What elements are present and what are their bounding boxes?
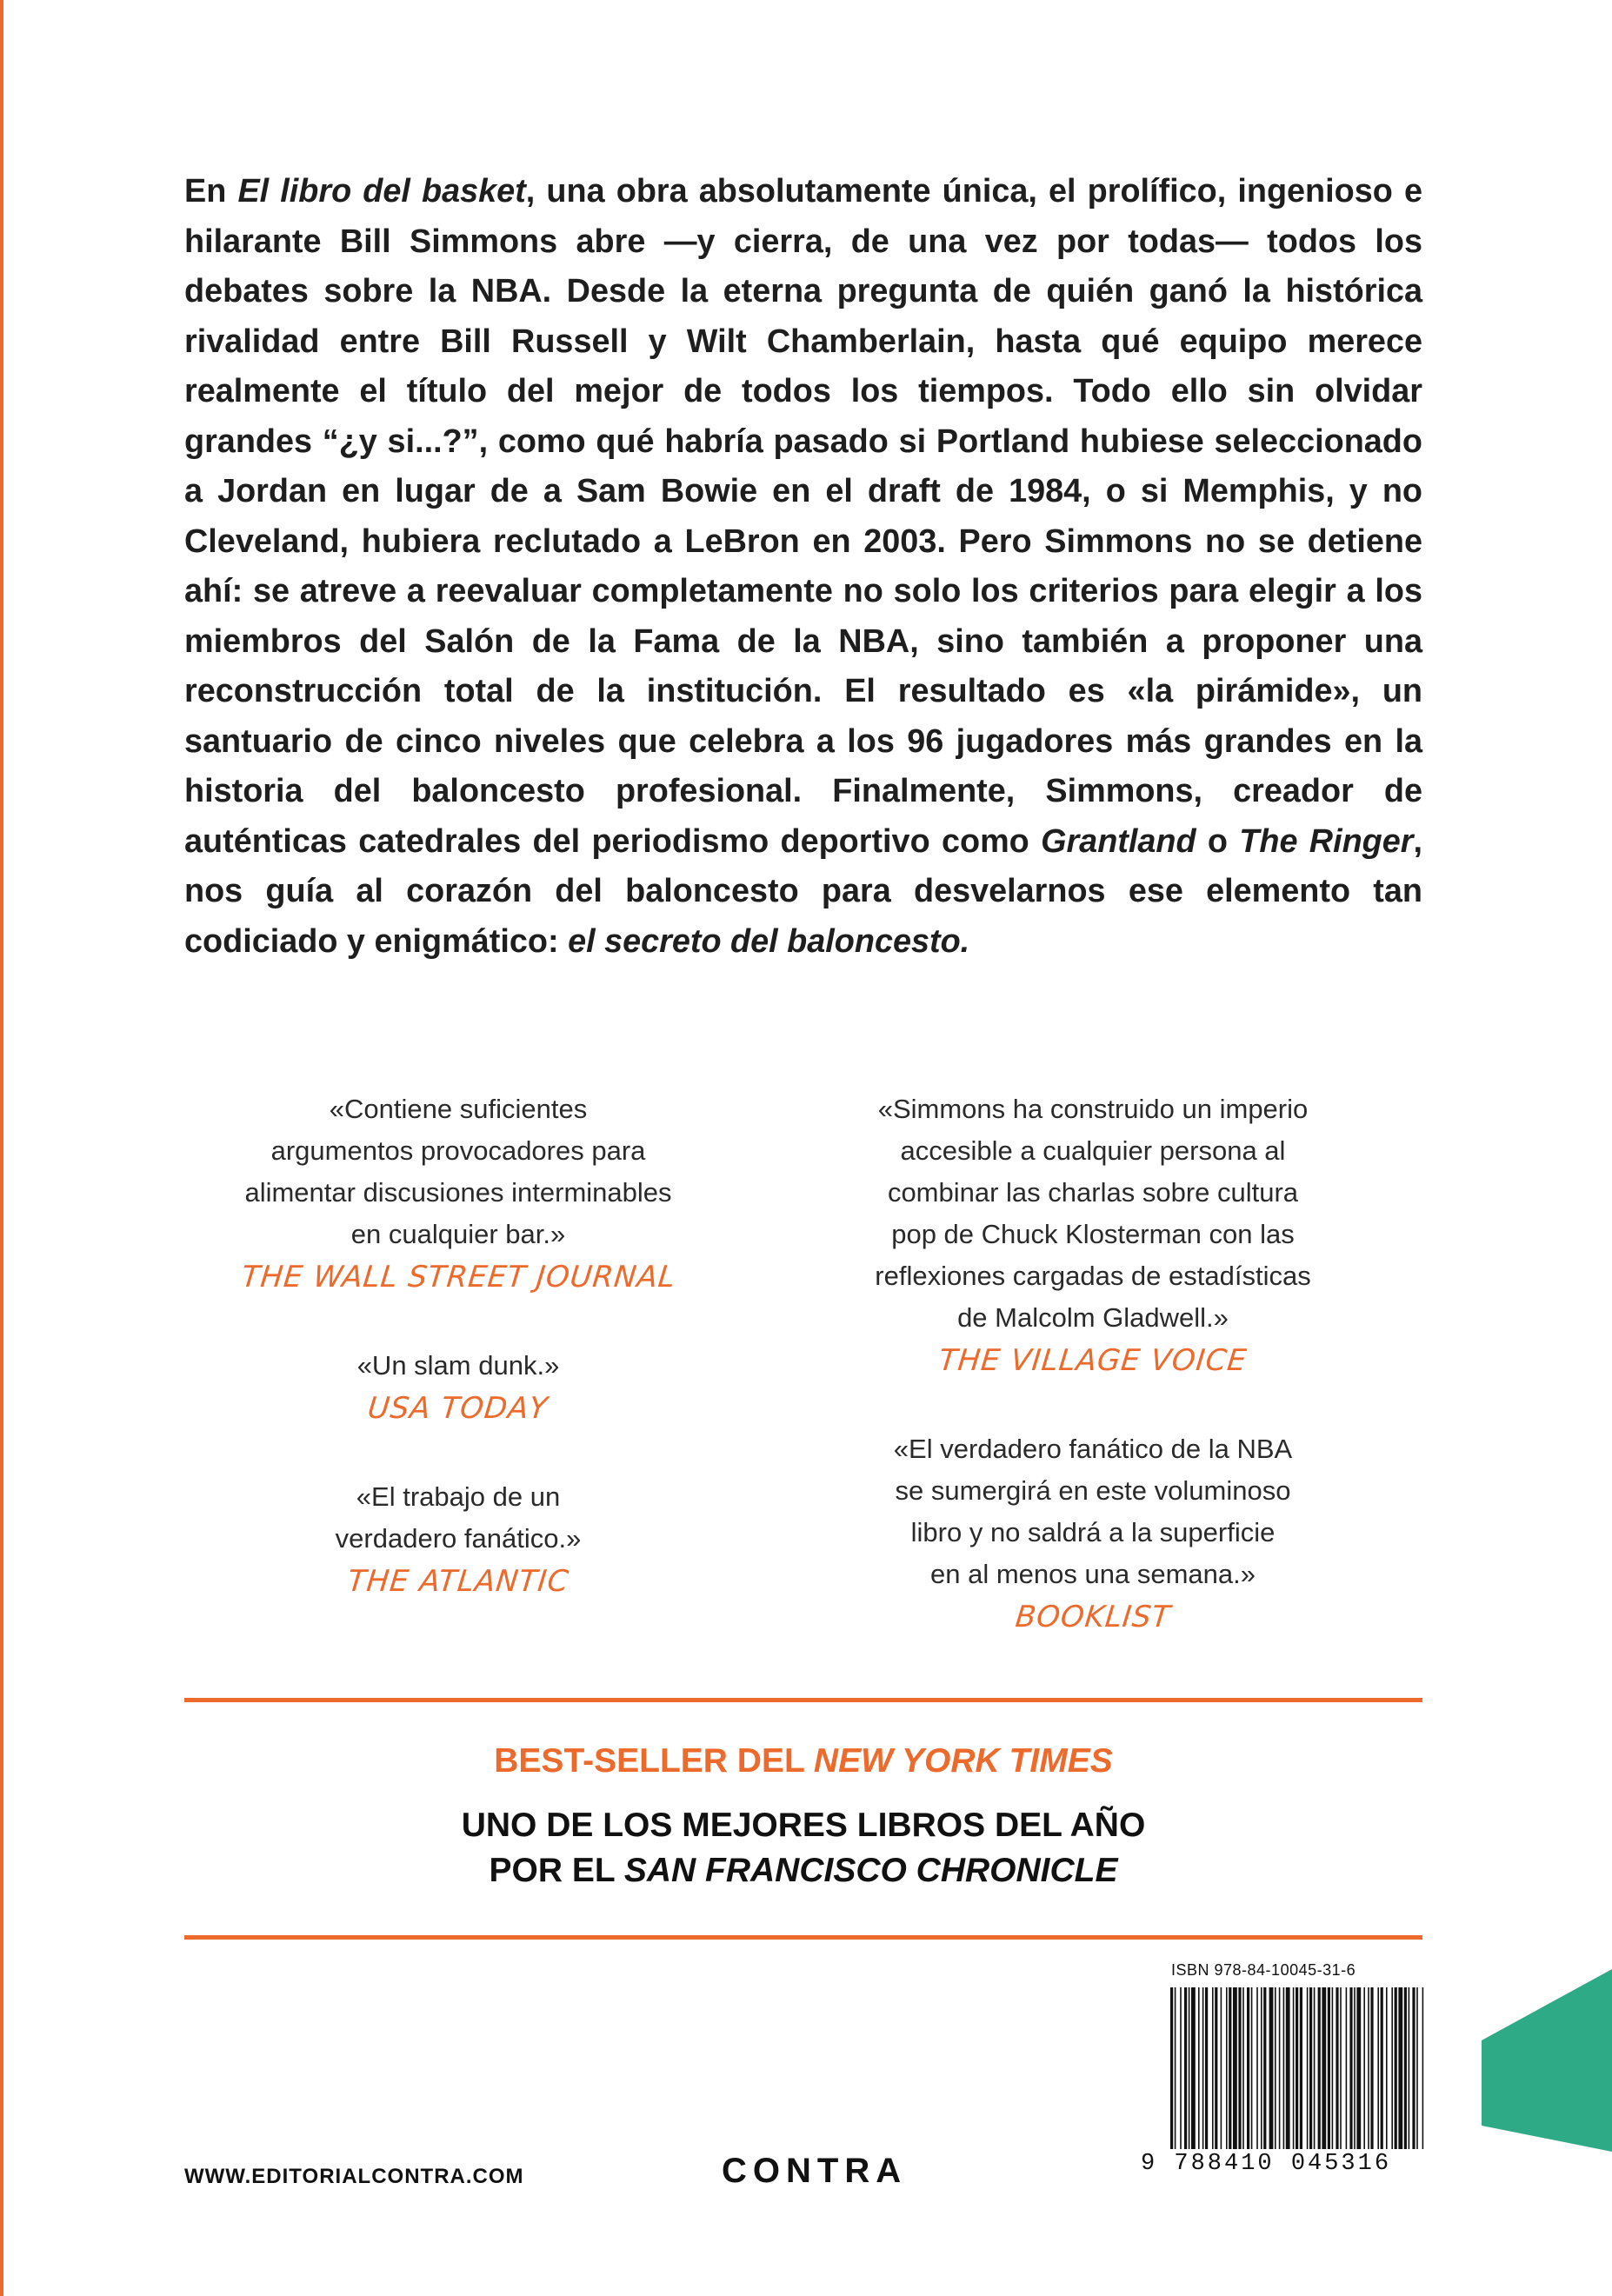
quote-usa-today [180,1345,736,1430]
publisher-logo: CONTRA [722,2152,908,2190]
accolade-best-books: UNO DE LOS MEJORES LIBROS DEL AÑO POR EL SAN FRANCISCO CHRONICLE [461,1807,1146,1889]
barcode-bar [1175,1987,1176,2149]
barcode-bar [1354,1987,1356,2149]
barcode-bar [1229,1987,1231,2149]
barcode-bar [1279,1987,1281,2149]
corner-tab-decoration [1482,1969,1612,2152]
synopsis-paragraph: En El libro del basket, una obra absolutamente única, el prolífico, ingenioso e hilarante Bill Simmons abre —y cierra, de una vez por todas— todos los debates sobre la NBA. Desde la eterna pregunta de quién ganó la histórica rivalidad entre Bill Russell y Wilt Chamberlain, hasta qué equipo merece realmente el título del mejor de todos los tiempos. Todo ello sin olvidar grandes “¿y si...?”, como qué habría pasado si Portland hubiese seleccionado a Jordan en lugar de a Sam Bowie en el draft de 1984, o si Memphis, y no Cleveland, hubiera reclutado a LeBron en 2003. Pero Simmons no se detiene ahí: se atreve a reevaluar completamente no solo los criterios para elegir a los miembros del Salón de la Fama de la NBA, sino también a proponer una reconstrucción total de la institución. El resultado es «la pirámide», un santuario de cinco niveles que celebra a los 96 jugadores más grandes en la historia del baloncesto profesional. Finalmente, Simmons, creador de auténticas catedrales del periodismo deportivo como Grantland o The Ringer, nos guía al corazón del baloncesto para desvelarnos ese elemento tan codiciado y enigmático: el secreto del baloncesto. [184,173,1422,960]
barcode-bar [1180,1987,1182,2149]
barcode-bar [1346,1987,1348,2149]
barcode-bar [1318,1987,1321,2149]
barcode-bar [1391,1987,1393,2149]
barcode-bar [1314,1987,1316,2149]
barcode-bar [1309,1987,1312,2149]
quote-booklist [815,1428,1371,1639]
barcode-bar [1256,1987,1258,2149]
quote-source: THE ATLANTIC [345,1564,571,1599]
barcode-bar [1332,1987,1334,2149]
quotes-left-column [180,1088,736,1649]
barcode-bar [1275,1987,1276,2149]
barcode-bar [1184,1987,1187,2149]
accolade-bestseller: BEST-SELLER DEL NEW YORK TIMES [494,1742,1113,1780]
barcode-bar [1269,1987,1274,2149]
barcode-bar [1377,1987,1379,2149]
barcode-bar [1296,1987,1298,2149]
grantland-title: Grantland [1041,822,1196,860]
barcode-bar [1398,1987,1402,2149]
barcode-bar [1336,1987,1338,2149]
barcode-bar [1404,1987,1407,2149]
barcode-bar [1368,1987,1369,2149]
quote-source: THE VILLAGE VOICE [936,1343,1249,1378]
barcode-bar [1170,1987,1173,2149]
barcode-bar [1349,1987,1352,2149]
quote-text: «Un slam dunk.» [356,1350,560,1381]
quote-village-voice [815,1088,1371,1382]
quote-wsj [180,1088,736,1299]
barcode-bar [1263,1987,1266,2149]
barcode-bar [1412,1987,1415,2149]
quote-text: «Simmons ha construido un imperio accesible a cualquier persona al combinar las charlas sobre cultura pop de Chuck Klosterman con las reflexiones cargadas de estadísticas de Malcolm Gladwell.» [875,1094,1311,1333]
barcode-bar [1363,1987,1365,2149]
barcode-bar [1198,1987,1200,2149]
barcode-bar [1322,1987,1326,2149]
quote-source: THE WALL STREET JOURNAL [239,1260,677,1294]
barcode-bar [1212,1987,1214,2149]
barcode-bar [1293,1987,1295,2149]
barcode-digits: 9 788410 045316 [1141,2151,1392,2177]
quote-text: «Contiene suficientes argumentos provocadores para alimentar discusiones interminables en cualquier bar.» [244,1094,672,1249]
barcode-bar [1283,1987,1285,2149]
barcode-bar [1202,1987,1204,2149]
barcode-bar [1370,1987,1373,2149]
barcode-bar [1238,1987,1241,2149]
barcode-bar [1215,1987,1217,2149]
barcode-bar [1307,1987,1309,2149]
barcode-bar [1221,1987,1222,2149]
barcode-bar [1205,1987,1208,2149]
divider-bottom [184,1935,1422,1940]
barcode-bar [1191,1987,1196,2149]
ringer-title: The Ringer [1239,822,1414,860]
barcode-bar [1189,1987,1190,2149]
barcode-bar [1340,1987,1342,2149]
barcode-bar [1328,1987,1330,2149]
barcode-bar [1356,1987,1361,2149]
book-title: El libro del basket [237,173,526,210]
publisher-website: WWW.EDITORIALCONTRA.COM [184,2165,524,2188]
barcode-bar [1386,1987,1388,2149]
quotes-right-column [815,1088,1371,1685]
barcode-bar [1409,1987,1410,2149]
isbn-label: ISBN 978-84-10045-31-6 [1171,1961,1356,1979]
barcode [1169,1987,1426,2149]
quote-atlantic [180,1476,736,1603]
barcode-bar [1286,1987,1290,2149]
barcode-bar [1251,1987,1253,2149]
barcode-bar [1416,1987,1418,2149]
barcode-bar [1381,1987,1383,2149]
barcode-bar [1226,1987,1228,2149]
quote-text: «El verdadero fanático de la NBA se sumergirá en este voluminoso libro y no saldrá a la superficie en al menos una semana.» [893,1434,1293,1589]
quote-text: «El trabajo de un verdadero fanático.» [335,1481,582,1554]
left-edge-rule [0,0,3,2296]
barcode-bar [1300,1987,1302,2149]
secret-phrase: el secreto del baloncesto. [568,922,970,960]
barcode-bar [1233,1987,1237,2149]
divider-top [184,1698,1422,1702]
barcode-bar [1422,1987,1424,2149]
barcode-bar [1242,1987,1244,2149]
accolades [184,1737,1422,1893]
quote-source: USA TODAY [366,1391,550,1426]
barcode-bar [1261,1987,1262,2149]
barcode-bar [1247,1987,1249,2149]
barcode-bar [1395,1987,1397,2149]
quote-source: BOOKLIST [1013,1600,1173,1634]
